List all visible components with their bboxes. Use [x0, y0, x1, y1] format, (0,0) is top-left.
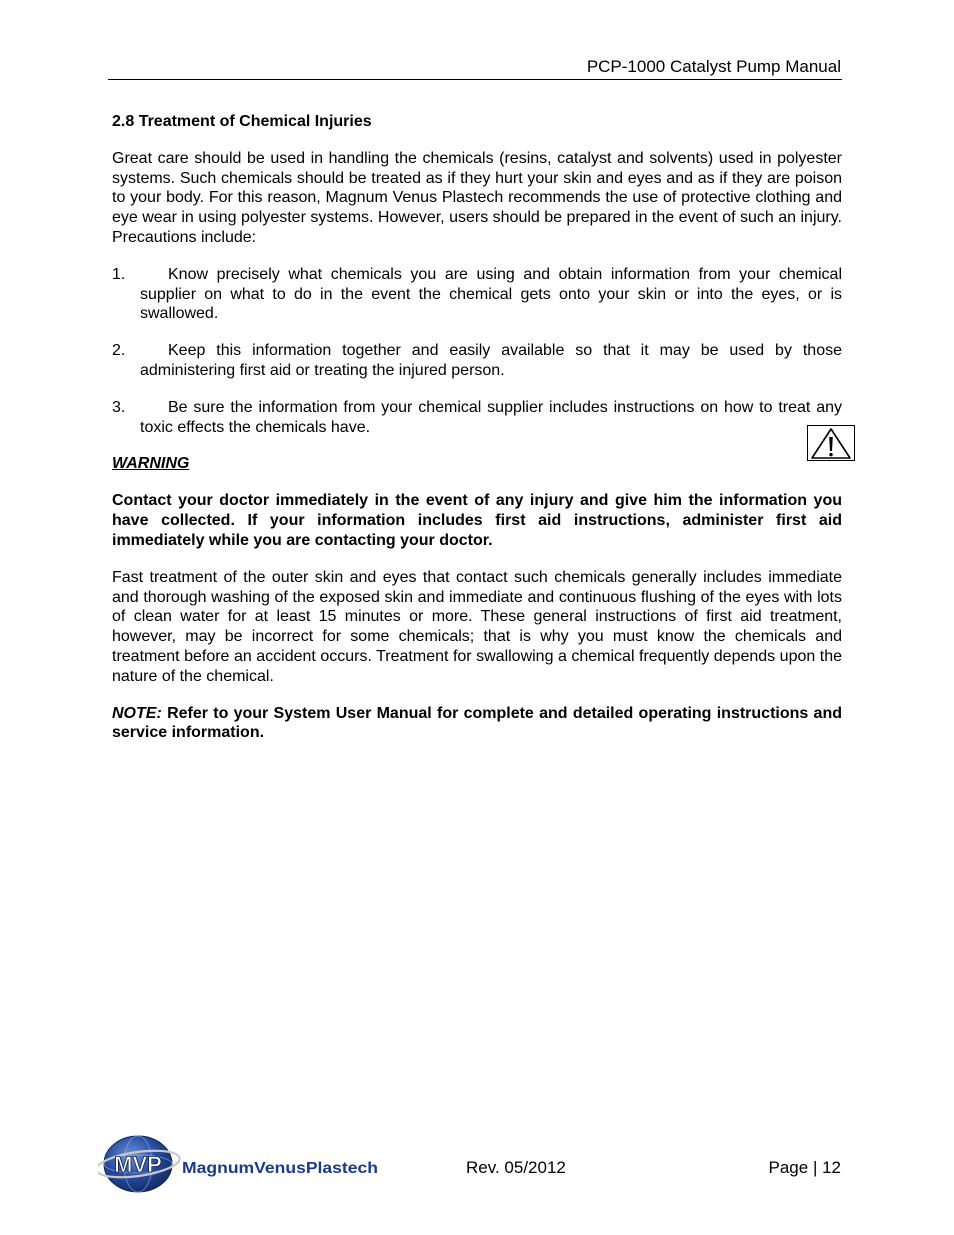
document-header-title: PCP-1000 Catalyst Pump Manual: [586, 57, 841, 76]
note-paragraph: [112, 704, 842, 744]
note-text: Refer to your System User Manual for complete and detailed operating instructions and service information.: [112, 704, 843, 742]
logo-mark-text: MVP: [114, 1152, 162, 1177]
precaution-number: 2.: [112, 342, 126, 360]
section-heading: 2.8 Treatment of Chemical Injuries: [112, 113, 372, 130]
precaution-number: 1.: [112, 265, 126, 283]
warning-label: WARNING: [112, 455, 190, 473]
precaution-text: Keep this information together and easily available so that it may be used by those administering first aid or treating the injured person.: [140, 342, 842, 379]
intro-paragraph: Great care should be used in handling the chemicals (resins, catalyst and solvents) used in polyester systems. Such chemicals should be treated as if they hurt your skin and eyes and as if they are poison to your body. For this reason, Magnum Venus Plastech recommends the use of protective clothing and eye wear in using polyester systems. However, users should be prepared in the event of such an injury. Precautions include:: [112, 149, 842, 246]
header-divider: [108, 79, 842, 80]
precaution-item: [112, 265, 842, 324]
precaution-text: Be sure the information from your chemical supplier includes instructions on how to treat any toxic effects the chemicals have.: [140, 398, 842, 436]
treatment-paragraph: Fast treatment of the outer skin and eyes that contact such chemicals generally includes immediate and thorough washing of the exposed skin and immediate and continuous flushing of the eyes with lots of clean water for at least 15 minutes or more. These general instructions of first aid treatment, however, may be incorrect for some chemicals; that is why you must know the chemicals and treatment before an accident occurs. Treatment for swallowing a chemical frequently depends upon the nature of the chemical.: [112, 568, 842, 685]
warning-triangle-icon: [807, 425, 855, 461]
precaution-item: [112, 398, 842, 438]
precaution-item: [112, 341, 842, 381]
logo-company-name: MagnumVenusPlastech: [182, 1160, 378, 1177]
company-logo: [98, 1130, 388, 1196]
note-label: NOTE:: [112, 704, 162, 722]
page-content: [112, 112, 842, 760]
warning-paragraph: Contact your doctor immediately in the event of any injury and give him the information you have collected. If your information includes first aid instructions, administer first aid immediately while you are contacting your doctor.: [112, 492, 842, 549]
precaution-number: 3.: [112, 398, 126, 416]
precaution-text: Know precisely what chemicals you are using and obtain information from your chemical supplier on what to do in the event the chemical gets onto your skin or into the eyes, or is swallowed.: [140, 265, 842, 323]
warning-row: [112, 454, 842, 474]
page-number: Page | 12: [768, 1158, 841, 1177]
revision-date: Rev. 05/2012: [466, 1158, 566, 1177]
